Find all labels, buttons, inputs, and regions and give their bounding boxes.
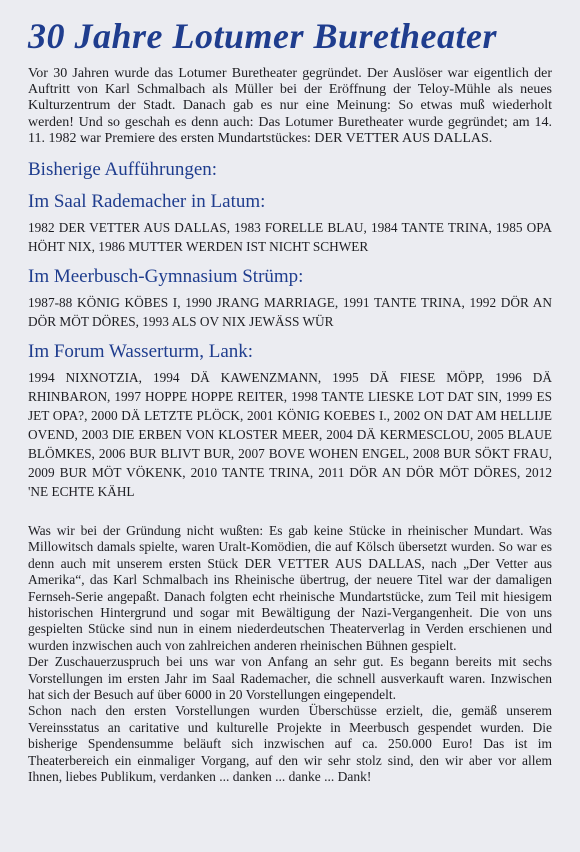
venue-gymnasium <box>28 266 552 331</box>
audience-paragraph: Der Zuschauerzuspruch bei uns war von Anfang an sehr gut. Es begann bereits mit sechs Vorstellungen im ersten Jahr im Saal Rademacher, die schnell ausverkauft waren. Inzwischen hat sich der Besuch auf über 6000 in 20 Vorstellungen eingependelt. <box>28 654 552 703</box>
venue-plays: 1994 NIXNOTZIA, 1994 DÄ KAWENZMANN, 1995 DÄ FIESE MÖPP, 1996 DÄ RHINBARON, 1997 HOPPE HOPPE REITER, 1998 TANTE LIESKE LOT DAT SIN, 1999 ES JET OPA?, 2000 DÄ LETZTE PLÖCK, 2001 KÖNIG KOEBES I., 2002 ON DAT AM HELLIJE OVEND, 2003 DIE ERBEN VON KLOSTER MEER, 2004 DÄ KERMESCLOU, 2005 BLAUE BLÖMKES, 2006 BUR BLIVT BUR, 2007 BOVE WOHEN ENGEL, 2008 BUR SÖKT FRAU, 2009 BUR MÖT VÖKENK, 2010 TANTE TRINA, 2011 DÖR AN DÖR MÖT DÖRES, 2012 'NE ECHTE KÄHL <box>28 370 552 500</box>
history-paragraph: Was wir bei der Gründung nicht wußten: Es gab keine Stücke in rheinischer Mundart. Was Millowitsch damals spielte, waren Uralt-Komödien, die auf Kölsch übersetzt wurden. So war es denn auch mit unserem ersten Stück DER VETTER AUS DALLAS, nach „Der Vetter aus Amerika“, das Karl Schmalbach ins Rheinische übertrug, der neuere Titel war der damaligen Fernseh-Serie angepaßt. Danach folgten echt rheinische Mundartstücke, zum Teil mit hiesigem historischen Hintergrund und sogar mit Bewältigung der Nazi-Vergangenheit. Die von uns gespielten Stücke sind nun in einem niederdeutschen Theaterverlag in Verden erschienen und wurden inzwischen auch von zahlreichen anderen rheinischen Bühnen gespielt. <box>28 523 552 653</box>
venue-plays: 1987-88 KÖNIG KÖBES I, 1990 JRANG MARRIAGE, 1991 TANTE TRINA, 1992 DÖR AN DÖR MÖT DÖRES, 1993 ALS OV NIX JEWÄSS WÜR <box>28 295 552 330</box>
venue-heading: Im Forum Wasserturm, Lank: <box>28 341 254 363</box>
venue-rademacher <box>28 191 552 256</box>
intro-paragraph: Vor 30 Jahren wurde das Lotumer Buretheater gegründet. Der Auslöser war eigentlich der Auftritt von Karl Schmalbach als Müller bei der Eröffnung der Teloy-Mühle als neues Kulturzentrum der Stadt. Danach gab es nur eine Meinung: So etwas muß wiederholt werden! Und so geschah es denn auch: Das Lotumer Buretheater wurde gegründet; am 14. 11. 1982 war Premiere des ersten Mundartstückes: DER VETTER AUS DALLAS. <box>28 66 552 146</box>
donations-paragraph: Schon nach den ersten Vorstellungen wurden Überschüsse erzielt, die, gemäß unserem Vereinsstatus an caritative und kulturelle Projekte in Meerbusch gespendet wurden. Die bisherige Spendensumme beläuft sich inzwischen auf ca. 250.000 Euro! Das ist im Theaterbereich ein einmaliger Vorgang, auf den wir sehr stolz sind, den wir aber vor allem Ihnen, liebes Publikum, verdanken ... danken ... danke ... Dank! <box>28 703 552 785</box>
page-title: 30 Jahre Lotumer Buretheater <box>28 16 498 56</box>
venue-forum-wasserturm <box>28 341 552 501</box>
venue-plays: 1982 DER VETTER AUS DALLAS, 1983 FORELLE BLAU, 1984 TANTE TRINA, 1985 OPA HÖHT NIX, 1986 MUTTER WERDEN IST NICHT SCHWER <box>28 220 552 255</box>
venue-heading: Im Meerbusch-Gymnasium Strümp: <box>28 266 304 288</box>
history-section <box>28 523 552 786</box>
venue-heading: Im Saal Rademacher in Latum: <box>28 191 266 213</box>
intro-section <box>28 66 552 147</box>
performances-heading: Bisherige Aufführungen: <box>28 159 218 181</box>
